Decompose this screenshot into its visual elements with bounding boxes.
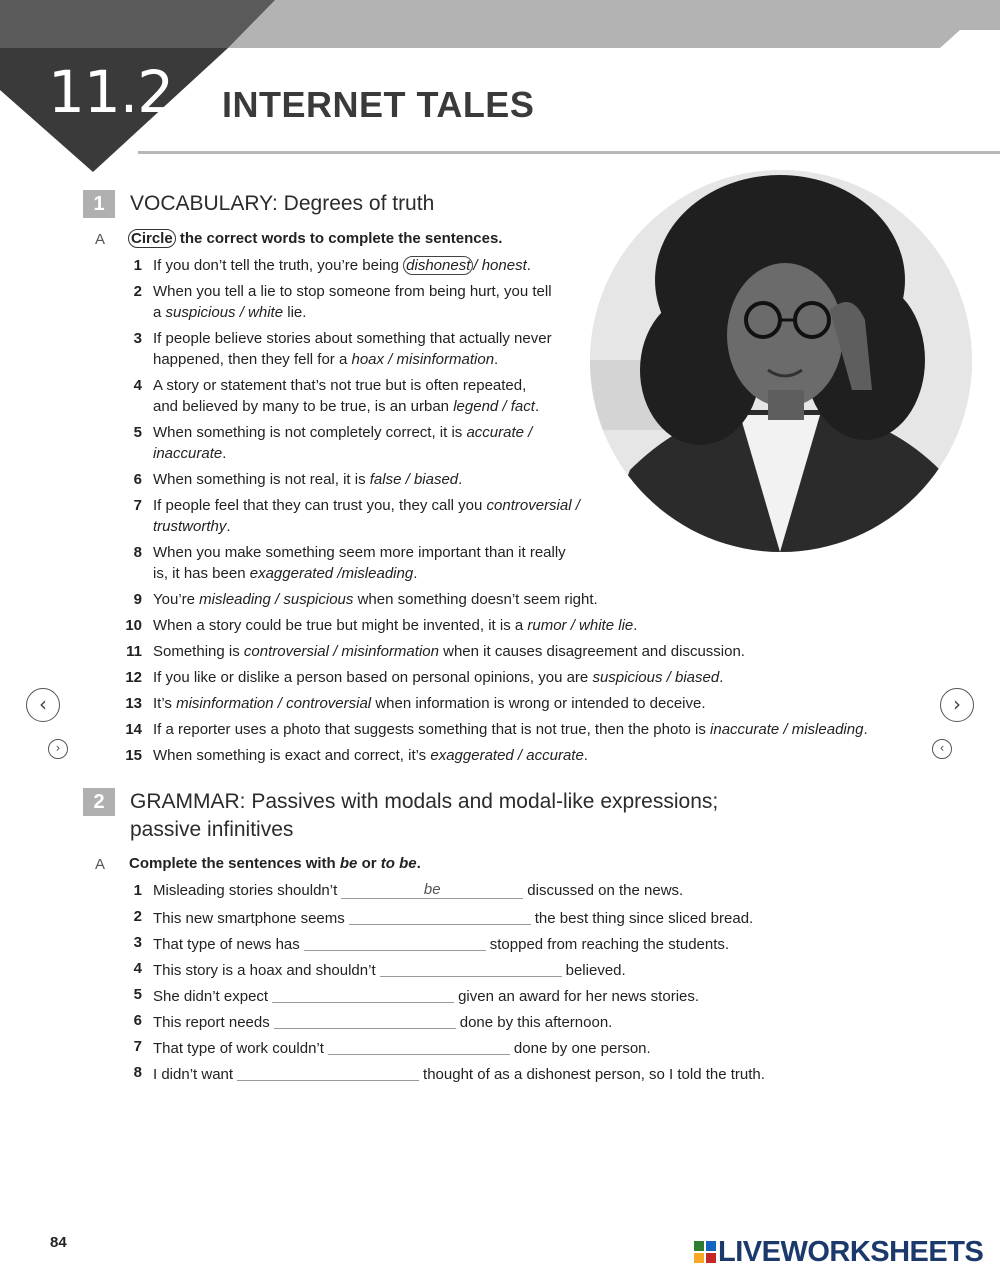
answer-blank[interactable] xyxy=(237,1064,419,1081)
answer-choice-selected[interactable]: dishonest xyxy=(403,256,473,275)
answer-choice[interactable]: exaggerated /misleading xyxy=(249,565,414,582)
next-page-button[interactable]: › xyxy=(940,688,974,722)
answer-choice[interactable]: false / biased xyxy=(369,471,459,488)
unit-number: 11.2 xyxy=(48,58,174,126)
answer-blank[interactable] xyxy=(274,1012,456,1029)
answer-choice[interactable]: misleading / suspicious xyxy=(199,591,354,608)
answer-choice[interactable]: inaccurate xyxy=(153,445,223,462)
portrait-illustration xyxy=(590,170,972,552)
answer-blank[interactable] xyxy=(349,908,531,925)
answer-choice[interactable]: inaccurate / misleading xyxy=(710,721,864,738)
answer-choice[interactable]: suspicious / biased xyxy=(592,669,720,686)
answer-blank[interactable]: be xyxy=(341,882,523,899)
answer-choice[interactable]: suspicious / white xyxy=(165,304,284,321)
liveworksheets-brand[interactable]: LIVEWORKSHEETS xyxy=(718,1236,984,1268)
answer-blank[interactable] xyxy=(272,986,454,1003)
unit-title: INTERNET TALES xyxy=(222,84,535,125)
answer-choice[interactable]: honest xyxy=(481,257,527,274)
answer-choice[interactable]: rumor / white lie xyxy=(527,617,634,634)
liveworksheets-logo-icon xyxy=(694,1241,716,1263)
answer-blank[interactable] xyxy=(380,960,562,977)
answer-blank[interactable] xyxy=(304,934,486,951)
answer-blank[interactable] xyxy=(328,1038,510,1055)
section-2-sub-letter: A xyxy=(95,856,106,873)
next-small-button[interactable]: › xyxy=(48,739,68,759)
prev-page-button[interactable]: ‹ xyxy=(26,688,60,722)
answer-choice[interactable]: controversial / xyxy=(486,497,580,514)
section-1-number: 1 xyxy=(83,190,115,218)
prev-small-button[interactable]: ‹ xyxy=(932,739,952,759)
section-1-instruction xyxy=(128,230,502,247)
woman-photo xyxy=(590,170,972,552)
section-1-title: VOCABULARY: Degrees of truth xyxy=(130,192,435,215)
page-number: 84 xyxy=(50,1234,67,1251)
answer-choice[interactable]: misinformation / controversial xyxy=(176,695,372,712)
section-2-number: 2 xyxy=(83,788,115,816)
answer-choice[interactable]: hoax / misinformation xyxy=(351,351,495,368)
answer-choice[interactable]: trustworthy xyxy=(153,518,227,535)
header-corner xyxy=(0,0,275,48)
section-2-title-line-2: passive infinitives xyxy=(130,818,294,841)
circle-word: Circle xyxy=(128,229,176,248)
answer-choice[interactable]: accurate / xyxy=(466,424,533,441)
header-divider xyxy=(138,151,1000,154)
answer-choice[interactable]: legend / fact xyxy=(453,398,535,415)
section-2-instruction: Complete the sentences with be or to be. xyxy=(129,855,421,872)
answer-choice[interactable]: exaggerated / accurate xyxy=(430,747,584,764)
answer-choice[interactable]: controversial / misinformation xyxy=(243,643,439,660)
instruction-text: the correct words to complete the sentences. xyxy=(175,230,503,247)
section-2-title-line-1: GRAMMAR: Passives with modals and modal-like expressions; xyxy=(130,790,719,813)
section-1-sub-letter: A xyxy=(95,231,106,248)
